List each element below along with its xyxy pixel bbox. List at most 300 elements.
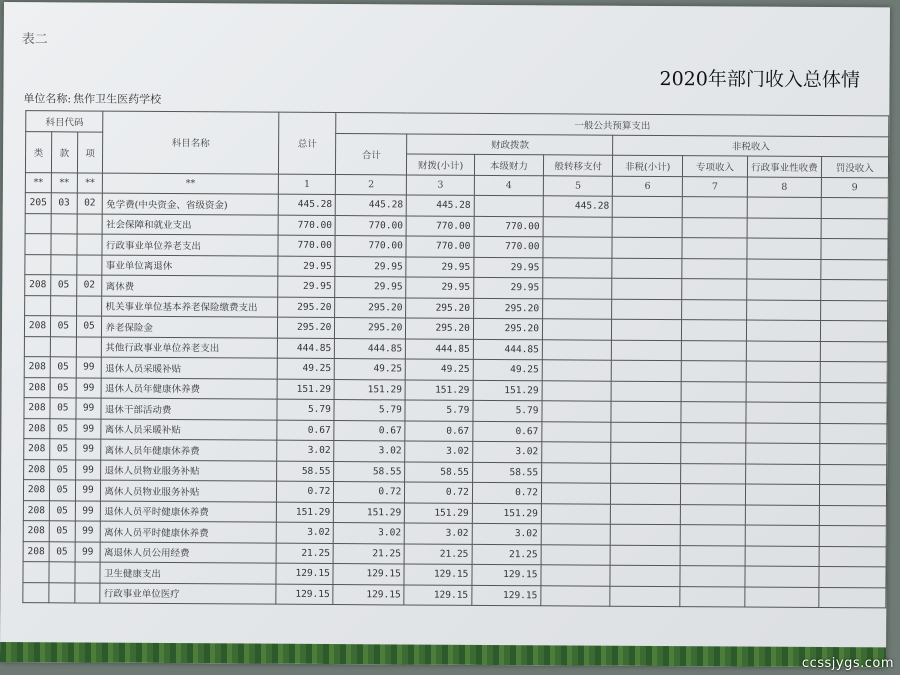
subtotal-cell: 295.20 [335, 318, 406, 339]
xiang-cell: 99 [76, 418, 102, 439]
lei-cell: 208 [23, 500, 49, 521]
confiscation-cell [820, 402, 887, 423]
fiscal-sub-cell: 151.29 [405, 502, 473, 523]
index-cell: 8 [747, 177, 821, 198]
fiscal-sub-header: 财拨(小计) [407, 154, 475, 175]
kuan-cell [51, 213, 77, 234]
total-cell: 29.95 [278, 276, 336, 297]
unit-line [23, 90, 161, 107]
lei-cell [25, 295, 51, 316]
transfer-cell [542, 462, 612, 483]
fiscal-sub-cell: 770.00 [406, 215, 474, 236]
subject-name-cell: 事业单位离退休 [102, 255, 278, 277]
subject-name-cell: 行政事业单位养老支出 [102, 234, 278, 256]
special-income-cell [682, 197, 747, 218]
admin-fee-cell [746, 464, 820, 485]
special-income-cell [680, 545, 745, 566]
total-cell: 3.02 [277, 440, 335, 461]
subject-name-cell: 养老保险金 [102, 316, 278, 338]
admin-fee-cell [746, 484, 820, 505]
tax-sub-cell [612, 360, 682, 381]
lei-cell [25, 213, 51, 234]
confiscation-cell [820, 382, 887, 403]
total-cell: 29.95 [278, 256, 336, 277]
total-cell: 0.72 [276, 481, 334, 502]
special-income-header: 专项收入 [682, 156, 747, 177]
subject-name-cell: 退休干部活动费 [101, 398, 277, 420]
transfer-cell [541, 585, 611, 606]
fiscal-sub-cell: 21.25 [404, 543, 472, 564]
fiscal-sub-cell: 129.15 [404, 584, 472, 605]
tax-sub-cell [610, 586, 680, 607]
subtotal-cell: 21.25 [333, 543, 404, 564]
local-finance-cell: 770.00 [474, 236, 543, 257]
local-finance-cell: 0.67 [473, 421, 542, 442]
tax-sub-cell [613, 217, 683, 238]
xiang-cell [76, 295, 102, 316]
special-income-cell [682, 258, 747, 279]
confiscation-cell [821, 197, 888, 218]
confiscation-header: 罚没收入 [821, 156, 888, 177]
confiscation-cell [819, 566, 886, 587]
special-income-cell [680, 566, 745, 587]
subtotal-cell: 129.15 [333, 584, 404, 605]
subject-name-cell: 离休人员物业服务补贴 [101, 480, 277, 502]
subtotal-cell: 770.00 [335, 236, 406, 257]
subject-name-cell: 退休人员采暖补贴 [102, 357, 278, 379]
admin-fee-cell [747, 279, 821, 300]
index-cell: ** [103, 173, 279, 195]
total-cell: 0.67 [277, 420, 335, 441]
subject-name-cell: 卫生健康支出 [100, 562, 276, 584]
special-income-cell [682, 279, 747, 300]
form-code: 表二 [21, 32, 48, 48]
admin-fee-cell [747, 238, 821, 259]
subtotal-cell: 0.72 [334, 482, 405, 503]
xiang-cell: 99 [75, 500, 101, 521]
subject-name-cell: 免学费(中央资金、省级资金) [103, 193, 279, 215]
fiscal-sub-cell: 5.79 [405, 400, 473, 421]
special-income-cell [680, 525, 745, 546]
subtotal-cell: 129.15 [333, 564, 404, 585]
transfer-cell [542, 442, 612, 463]
fiscal-sub-cell: 49.25 [406, 359, 474, 380]
admin-fee-header: 行政事业性收费 [748, 156, 822, 177]
xiang-cell [77, 234, 103, 255]
admin-fee-cell [745, 525, 819, 546]
admin-fee-cell [746, 443, 820, 464]
transfer-cell [541, 483, 611, 504]
xiang-cell: 99 [76, 357, 102, 378]
transfer-cell [541, 565, 611, 586]
transfer-cell [542, 319, 612, 340]
total-cell: 21.25 [276, 543, 334, 564]
transfer-cell: 445.28 [543, 196, 613, 217]
subtotal-cell: 151.29 [334, 379, 405, 400]
special-income-cell [681, 381, 746, 402]
special-income-cell [680, 463, 745, 484]
kuan-cell [49, 562, 75, 583]
local-finance-cell: 295.20 [473, 318, 542, 339]
subject-name-cell: 离休人员年健康休养费 [101, 439, 277, 461]
lei-header: 类 [25, 131, 51, 172]
confiscation-cell [819, 464, 886, 485]
xiang-cell [75, 582, 101, 603]
index-cell: 4 [474, 175, 543, 196]
total-cell: 770.00 [278, 215, 336, 236]
tax-sub-cell [611, 463, 681, 484]
document-page [0, 2, 890, 667]
transfer-cell [542, 421, 612, 442]
subtotal-cell: 295.20 [335, 297, 406, 318]
subject-code-header: 科目代码 [26, 111, 104, 132]
fiscal-sub-cell: 295.20 [406, 318, 474, 339]
subtotal-cell: 5.79 [334, 400, 405, 421]
index-cell: 2 [336, 174, 407, 195]
total-cell: 295.20 [277, 317, 335, 338]
special-income-cell [681, 443, 746, 464]
tax-sub-cell [612, 258, 682, 279]
subtotal-cell: 3.02 [334, 441, 405, 462]
total-cell: 49.25 [277, 358, 335, 379]
total-cell: 295.20 [277, 297, 335, 318]
subject-name-cell: 退休人员年健康休养费 [102, 378, 278, 400]
special-income-cell [682, 238, 747, 259]
non-tax-header: 非税收入 [613, 135, 889, 157]
unit-label: 单位名称: [23, 92, 72, 106]
lei-cell: 208 [24, 357, 50, 378]
special-income-cell [681, 299, 746, 320]
confiscation-cell [819, 546, 886, 567]
transfer-cell [541, 544, 611, 565]
tax-sub-cell [612, 319, 682, 340]
local-finance-cell: 3.02 [472, 441, 541, 462]
admin-fee-cell [747, 300, 821, 321]
special-income-cell [680, 504, 745, 525]
total-cell: 129.15 [276, 584, 334, 605]
fiscal-sub-cell: 295.20 [406, 297, 474, 318]
kuan-cell: 05 [50, 377, 76, 398]
special-income-cell [682, 217, 747, 238]
local-finance-cell: 21.25 [472, 544, 541, 565]
special-income-cell [681, 320, 746, 341]
subject-name-cell: 机关事业单位基本养老保险缴费支出 [102, 296, 278, 318]
admin-fee-cell [747, 320, 821, 341]
lei-cell: 208 [24, 418, 50, 439]
kuan-cell: 03 [51, 193, 77, 214]
special-income-cell [681, 340, 746, 361]
subject-name-cell: 其他行政事业单位养老支出 [102, 337, 278, 359]
tax-sub-cell [610, 565, 680, 586]
admin-fee-cell [746, 402, 820, 423]
index-cell: ** [25, 172, 51, 193]
total-cell: 151.29 [277, 379, 335, 400]
xiang-cell: 99 [75, 439, 101, 460]
tax-sub-cell [612, 237, 682, 258]
tax-sub-header: 非税(小计) [613, 155, 683, 176]
xiang-cell [77, 213, 103, 234]
subtotal-cell: 29.95 [335, 277, 406, 298]
lei-cell: 208 [25, 275, 51, 296]
confiscation-cell [820, 320, 887, 341]
admin-fee-cell [747, 218, 821, 239]
fiscal-sub-cell: 444.85 [406, 338, 474, 359]
lei-cell: 208 [23, 521, 49, 542]
subject-name-cell: 社会保障和就业支出 [103, 214, 279, 236]
tax-sub-cell [611, 442, 681, 463]
tax-sub-cell [611, 483, 681, 504]
xiang-cell: 99 [75, 541, 101, 562]
admin-fee-cell [746, 382, 820, 403]
header-row-1 [26, 111, 889, 137]
fiscal-sub-cell: 770.00 [406, 236, 474, 257]
xiang-cell [75, 562, 101, 583]
confiscation-cell [821, 218, 888, 239]
lei-cell: 208 [24, 377, 50, 398]
watermark: ccssjygs.com [801, 656, 894, 671]
total-cell: 770.00 [278, 235, 336, 256]
xiang-cell: 99 [75, 521, 101, 542]
confiscation-cell [821, 259, 888, 280]
subtotal-cell: 445.28 [336, 195, 407, 216]
lei-cell [24, 336, 50, 357]
tax-sub-cell [613, 196, 683, 217]
transfer-cell [541, 503, 611, 524]
subtotal-cell: 49.25 [335, 359, 406, 380]
kuan-cell: 05 [51, 275, 77, 296]
local-finance-cell: 29.95 [474, 257, 543, 278]
subject-name-cell: 行政事业单位医疗 [100, 583, 276, 605]
index-cell: 9 [821, 177, 888, 198]
xiang-cell: 02 [76, 275, 102, 296]
admin-fee-cell [747, 197, 821, 218]
lei-cell: 208 [24, 398, 50, 419]
local-finance-cell: 295.20 [473, 298, 542, 319]
subtotal-cell: 151.29 [334, 502, 405, 523]
kuan-cell [51, 254, 77, 275]
transfer-cell [542, 401, 612, 422]
tax-sub-cell [611, 504, 681, 525]
subject-name-cell: 离休人员采暖补贴 [101, 419, 277, 441]
local-finance-cell: 58.55 [472, 462, 541, 483]
confiscation-cell [820, 300, 887, 321]
kuan-cell: 05 [50, 316, 76, 337]
local-finance-cell: 151.29 [472, 503, 541, 524]
index-cell: 7 [682, 176, 747, 197]
confiscation-cell [820, 423, 887, 444]
fiscal-sub-cell: 445.28 [407, 195, 475, 216]
confiscation-cell [819, 505, 886, 526]
special-income-cell [680, 586, 745, 607]
admin-fee-cell [746, 423, 820, 444]
fiscal-sub-cell: 129.15 [404, 564, 472, 585]
admin-fee-cell [746, 341, 820, 362]
confiscation-cell [821, 238, 888, 259]
xiang-cell: 99 [76, 377, 102, 398]
kuan-cell: 05 [49, 500, 75, 521]
confiscation-cell [820, 361, 887, 382]
kuan-cell: 05 [50, 439, 76, 460]
special-income-cell [681, 402, 746, 423]
lei-cell [23, 582, 49, 603]
subject-name-cell: 离退休人员公用经费 [101, 542, 277, 564]
subtotal-cell: 444.85 [335, 338, 406, 359]
tax-sub-cell [611, 422, 681, 443]
fiscal-sub-cell: 29.95 [406, 256, 474, 277]
kuan-cell [51, 295, 77, 316]
total-header: 总计 [278, 112, 336, 174]
xiang-cell: 02 [77, 193, 103, 214]
fiscal-allocation-header: 财政拨款 [407, 133, 613, 155]
kuan-cell: 05 [50, 459, 76, 480]
subtotal-cell: 0.67 [334, 420, 405, 441]
lei-cell [25, 254, 51, 275]
tax-sub-cell [612, 278, 682, 299]
lei-cell: 208 [24, 439, 50, 460]
xiang-cell: 99 [75, 480, 101, 501]
lei-cell [25, 234, 51, 255]
lei-cell: 208 [24, 316, 50, 337]
general-budget-header: 一般公共预算支出 [336, 113, 889, 137]
xiang-cell: 99 [75, 459, 101, 480]
subject-name-header: 科目名称 [103, 111, 279, 174]
fiscal-sub-cell: 29.95 [406, 277, 474, 298]
fiscal-sub-cell: 58.55 [405, 461, 473, 482]
special-income-cell [680, 484, 745, 505]
admin-fee-cell [745, 566, 819, 587]
index-cell: 5 [543, 175, 613, 196]
transfer-cell [542, 380, 612, 401]
lei-cell: 208 [23, 541, 49, 562]
document-title: 2020年部门收入总体情 [659, 68, 860, 92]
subtotal-cell: 58.55 [334, 461, 405, 482]
confiscation-cell [819, 587, 886, 608]
kuan-cell [49, 582, 75, 603]
total-cell: 3.02 [276, 522, 334, 543]
index-cell: 3 [407, 174, 475, 195]
subtotal-cell: 3.02 [334, 523, 405, 544]
confiscation-cell [820, 279, 887, 300]
total-cell: 58.55 [276, 461, 334, 482]
transfer-cell [543, 257, 613, 278]
unit-name: 焦作卫生医药学校 [73, 92, 162, 106]
fiscal-sub-cell: 0.67 [405, 420, 473, 441]
special-income-cell [681, 422, 746, 443]
total-cell: 445.28 [278, 194, 336, 215]
xiang-cell: 99 [76, 398, 102, 419]
lei-cell: 208 [23, 480, 49, 501]
xiang-cell [76, 336, 102, 357]
fiscal-sub-cell: 0.72 [405, 482, 473, 503]
kuan-cell [51, 234, 77, 255]
local-finance-cell: 0.72 [472, 482, 541, 503]
index-cell: 1 [278, 174, 336, 195]
subtotal-cell: 29.95 [335, 256, 406, 277]
tax-sub-cell [612, 340, 682, 361]
lei-cell [23, 562, 49, 583]
subtotal-cell: 770.00 [335, 215, 406, 236]
transfer-cell [542, 360, 612, 381]
fiscal-sub-cell: 3.02 [405, 441, 473, 462]
table-body [23, 193, 888, 608]
transfer-cell [543, 278, 613, 299]
total-cell: 444.85 [277, 338, 335, 359]
admin-fee-cell [745, 587, 819, 608]
local-finance-cell: 29.95 [473, 277, 542, 298]
income-table [22, 110, 889, 608]
fiscal-sub-cell: 151.29 [405, 379, 473, 400]
total-cell: 129.15 [276, 563, 334, 584]
transfer-cell [543, 216, 613, 237]
local-finance-cell: 5.79 [473, 400, 542, 421]
xiang-cell: 05 [76, 316, 102, 337]
background-grass [0, 642, 886, 667]
transfer-cell [543, 237, 613, 258]
index-cell: ** [77, 172, 103, 193]
kuan-cell: 05 [49, 541, 75, 562]
lei-cell: 208 [24, 459, 50, 480]
total-cell: 5.79 [277, 399, 335, 420]
admin-fee-cell [746, 361, 820, 382]
admin-fee-cell [745, 505, 819, 526]
total-cell: 151.29 [276, 502, 334, 523]
kuan-cell [50, 336, 76, 357]
transfer-cell [543, 298, 613, 319]
kuan-cell: 05 [49, 480, 75, 501]
kuan-cell: 05 [50, 418, 76, 439]
kuan-cell: 05 [50, 398, 76, 419]
subtotal-header: 合计 [336, 133, 407, 174]
table-row [23, 582, 886, 608]
fiscal-sub-cell: 3.02 [405, 523, 473, 544]
confiscation-cell [819, 484, 886, 505]
admin-fee-cell [747, 259, 821, 280]
xiang-cell [77, 254, 103, 275]
subject-name-cell: 离休费 [102, 275, 278, 297]
transfer-cell [542, 339, 612, 360]
admin-fee-cell [745, 546, 819, 567]
tax-sub-cell [611, 401, 681, 422]
local-finance-cell: 444.85 [473, 339, 542, 360]
subject-name-cell: 退休人员物业服务补贴 [101, 460, 277, 482]
confiscation-cell [819, 525, 886, 546]
lei-cell: 205 [25, 193, 51, 214]
transfer-header: 般转移支付 [543, 155, 613, 176]
confiscation-cell [819, 443, 886, 464]
transfer-cell [541, 524, 611, 545]
tax-sub-cell [612, 381, 682, 402]
tax-sub-cell [611, 545, 681, 566]
kuan-cell: 05 [50, 357, 76, 378]
local-finance-cell [474, 195, 543, 216]
kuan-cell: 05 [49, 521, 75, 542]
tax-sub-cell [611, 524, 681, 545]
subject-name-cell: 退休人员平时健康休养费 [101, 501, 277, 523]
subject-name-cell: 离休人员平时健康休养费 [101, 521, 277, 543]
local-finance-cell: 49.25 [473, 359, 542, 380]
local-finance-header: 本级财力 [474, 154, 543, 175]
local-finance-cell: 129.15 [472, 564, 541, 585]
xiang-header: 项 [77, 131, 103, 172]
special-income-cell [681, 361, 746, 382]
local-finance-cell: 151.29 [473, 380, 542, 401]
local-finance-cell: 3.02 [472, 523, 541, 544]
local-finance-cell: 129.15 [472, 585, 541, 606]
tax-sub-cell [612, 299, 682, 320]
index-cell: 6 [613, 176, 683, 197]
index-cell: ** [51, 172, 77, 193]
confiscation-cell [820, 341, 887, 362]
